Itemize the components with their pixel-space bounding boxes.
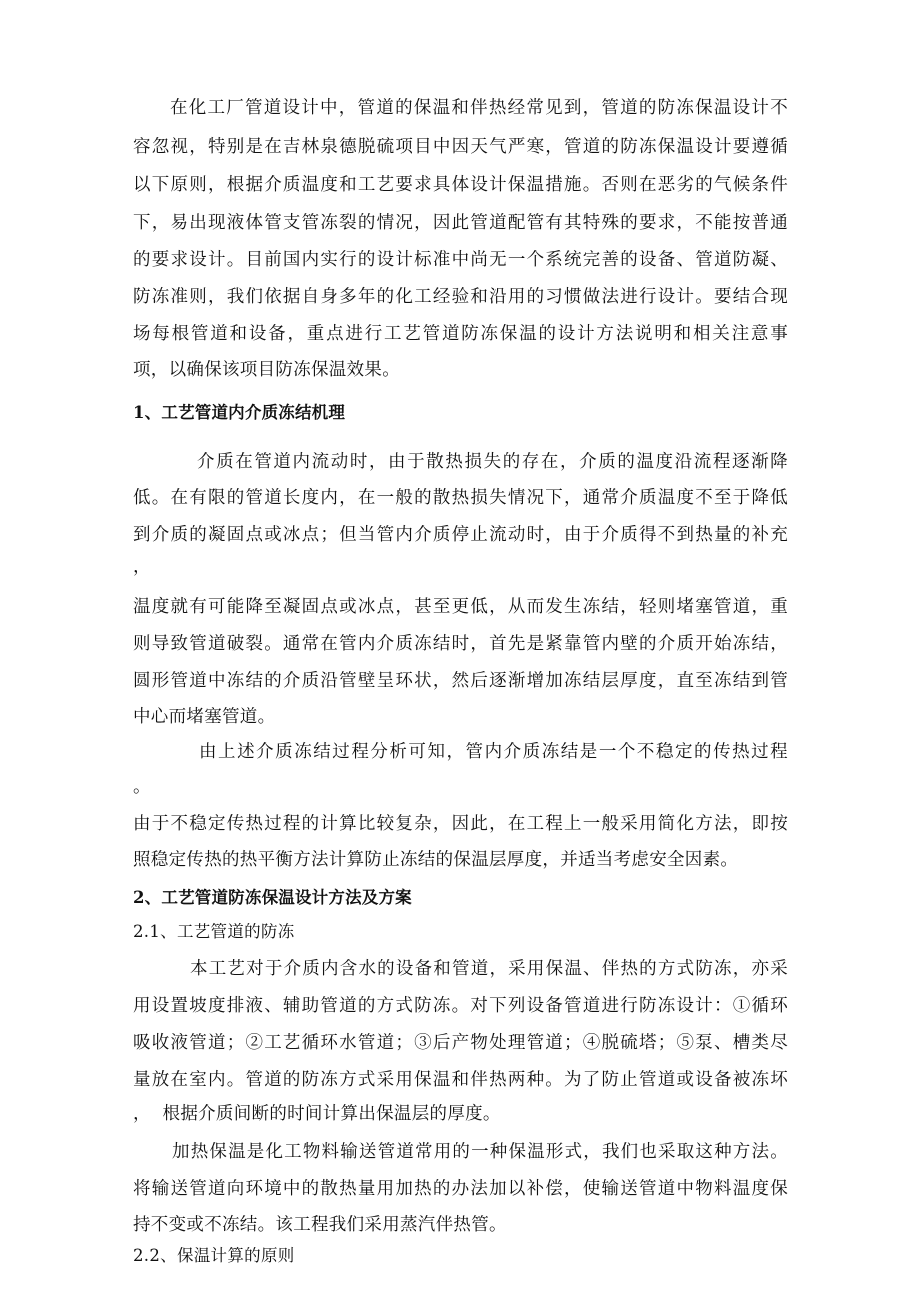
section2-1-heading: 2.1、工艺管道的防冻: [133, 922, 295, 941]
s1-p1-line-2: 低。在有限的管道长度内，在一般的散热损失情况下，通常介质温度不至于降低: [133, 488, 788, 508]
s2-p2-line-3: 持不变或不冻结。该工程我们采用蒸汽伴热管。: [133, 1215, 507, 1235]
intro-line-4: 下，易出现液体管支管冻裂的情况，因此管道配管有其特殊的要求，不能按普通: [133, 213, 788, 233]
s1-p1-line-4: ，: [133, 557, 151, 577]
s2-p2-line-1: 加热保温是化工物料输送管道常用的一种保温形式，我们也采取这种方法。: [172, 1142, 788, 1162]
s2-p1-line-1: 本工艺对于介质内含水的设备和管道，采用保温、伴热的方式防冻，亦采: [190, 959, 788, 979]
s2-p1-line-3: 吸收液管道；②工艺循环水管道；③后产物处理管道；④脱硫塔；⑤泵、槽类尽: [133, 1033, 788, 1053]
intro-line-8: 项，以确保该项目防冻保温效果。: [133, 360, 400, 380]
s2-p1-line-5: ， 根据介质间断的时间计算出保温层的厚度。: [133, 1104, 501, 1124]
section2-heading: 2、工艺管道防冻保温设计方法及方案: [133, 888, 412, 907]
s1-p1-line-7: 圆形管道中冻结的介质沿管壁呈环状，然后逐渐增加冻结层厚度，直至冻结到管: [133, 671, 788, 691]
intro-line-2: 容忽视，特别是在吉林泉德脱硫项目中因天气严寒，管道的防冻保温设计要遵循: [133, 137, 788, 157]
s2-p1-line-4: 量放在室内。管道的防冻方式采用保温和伴热两种。为了防止管道或设备被冻坏: [133, 1070, 788, 1090]
s2-p1-line-2: 用设置坡度排液、辅助管道的方式防冻。对下列设备管道进行防冻设计：①循环: [133, 996, 788, 1016]
s1-p1-line-5: 温度就有可能降至凝固点或冰点，甚至更低，从而发生冻结，轻则堵塞管道，重: [133, 597, 788, 617]
s1-p1-line-1: 介质在管道内流动时，由于散热损失的存在，介质的温度沿流程逐渐降: [197, 452, 788, 472]
s1-p1-line-8: 中心而堵塞管道。: [133, 707, 276, 727]
s1-p2-line-1: 由上述介质冻结过程分析可知，管内介质冻结是一个不稳定的传热过程: [199, 742, 788, 762]
intro-line-3: 以下原则，根据介质温度和工艺要求具体设计保温措施。否则在恶劣的气候条件: [133, 175, 788, 195]
s1-p1-line-6: 则导致管道破裂。通常在管内介质冻结时，首先是紧靠管内壁的介质开始冻结，: [133, 634, 788, 654]
s1-p2-line-4: 照稳定传热的热平衡方法计算防止冻结的保温层厚度，并适当考虑安全因素。: [133, 850, 739, 870]
intro-line-1: 在化工厂管道设计中，管道的保温和伴热经常见到，管道的防冻保温设计不: [170, 98, 788, 118]
s2-p2-line-2: 将输送管道向环境中的散热量用加热的办法加以补偿，使输送管道中物料温度保: [133, 1179, 788, 1199]
s1-p1-line-3: 到介质的凝固点或冰点；但当管内介质停止流动时，由于介质得不到热量的补充: [133, 525, 788, 545]
s1-p2-line-3: 由于不稳定传热过程的计算比较复杂，因此，在工程上一般采用简化方法，即按: [133, 814, 788, 834]
intro-line-5: 的要求设计。目前国内实行的设计标准中尚无一个系统完善的设备、管道防凝、: [133, 250, 788, 270]
section1-heading: 1、工艺管道内介质冻结机理: [133, 403, 346, 422]
s1-p2-line-2: 。: [133, 777, 151, 797]
intro-line-6: 防冻准则，我们依据自身多年的化工经验和沿用的习惯做法进行设计。要结合现: [133, 287, 788, 307]
section2-2-heading: 2.2、保温计算的原则: [133, 1246, 295, 1265]
intro-line-7: 场每根管道和设备，重点进行工艺管道防冻保温的设计方法说明和相关注意事: [133, 324, 788, 344]
